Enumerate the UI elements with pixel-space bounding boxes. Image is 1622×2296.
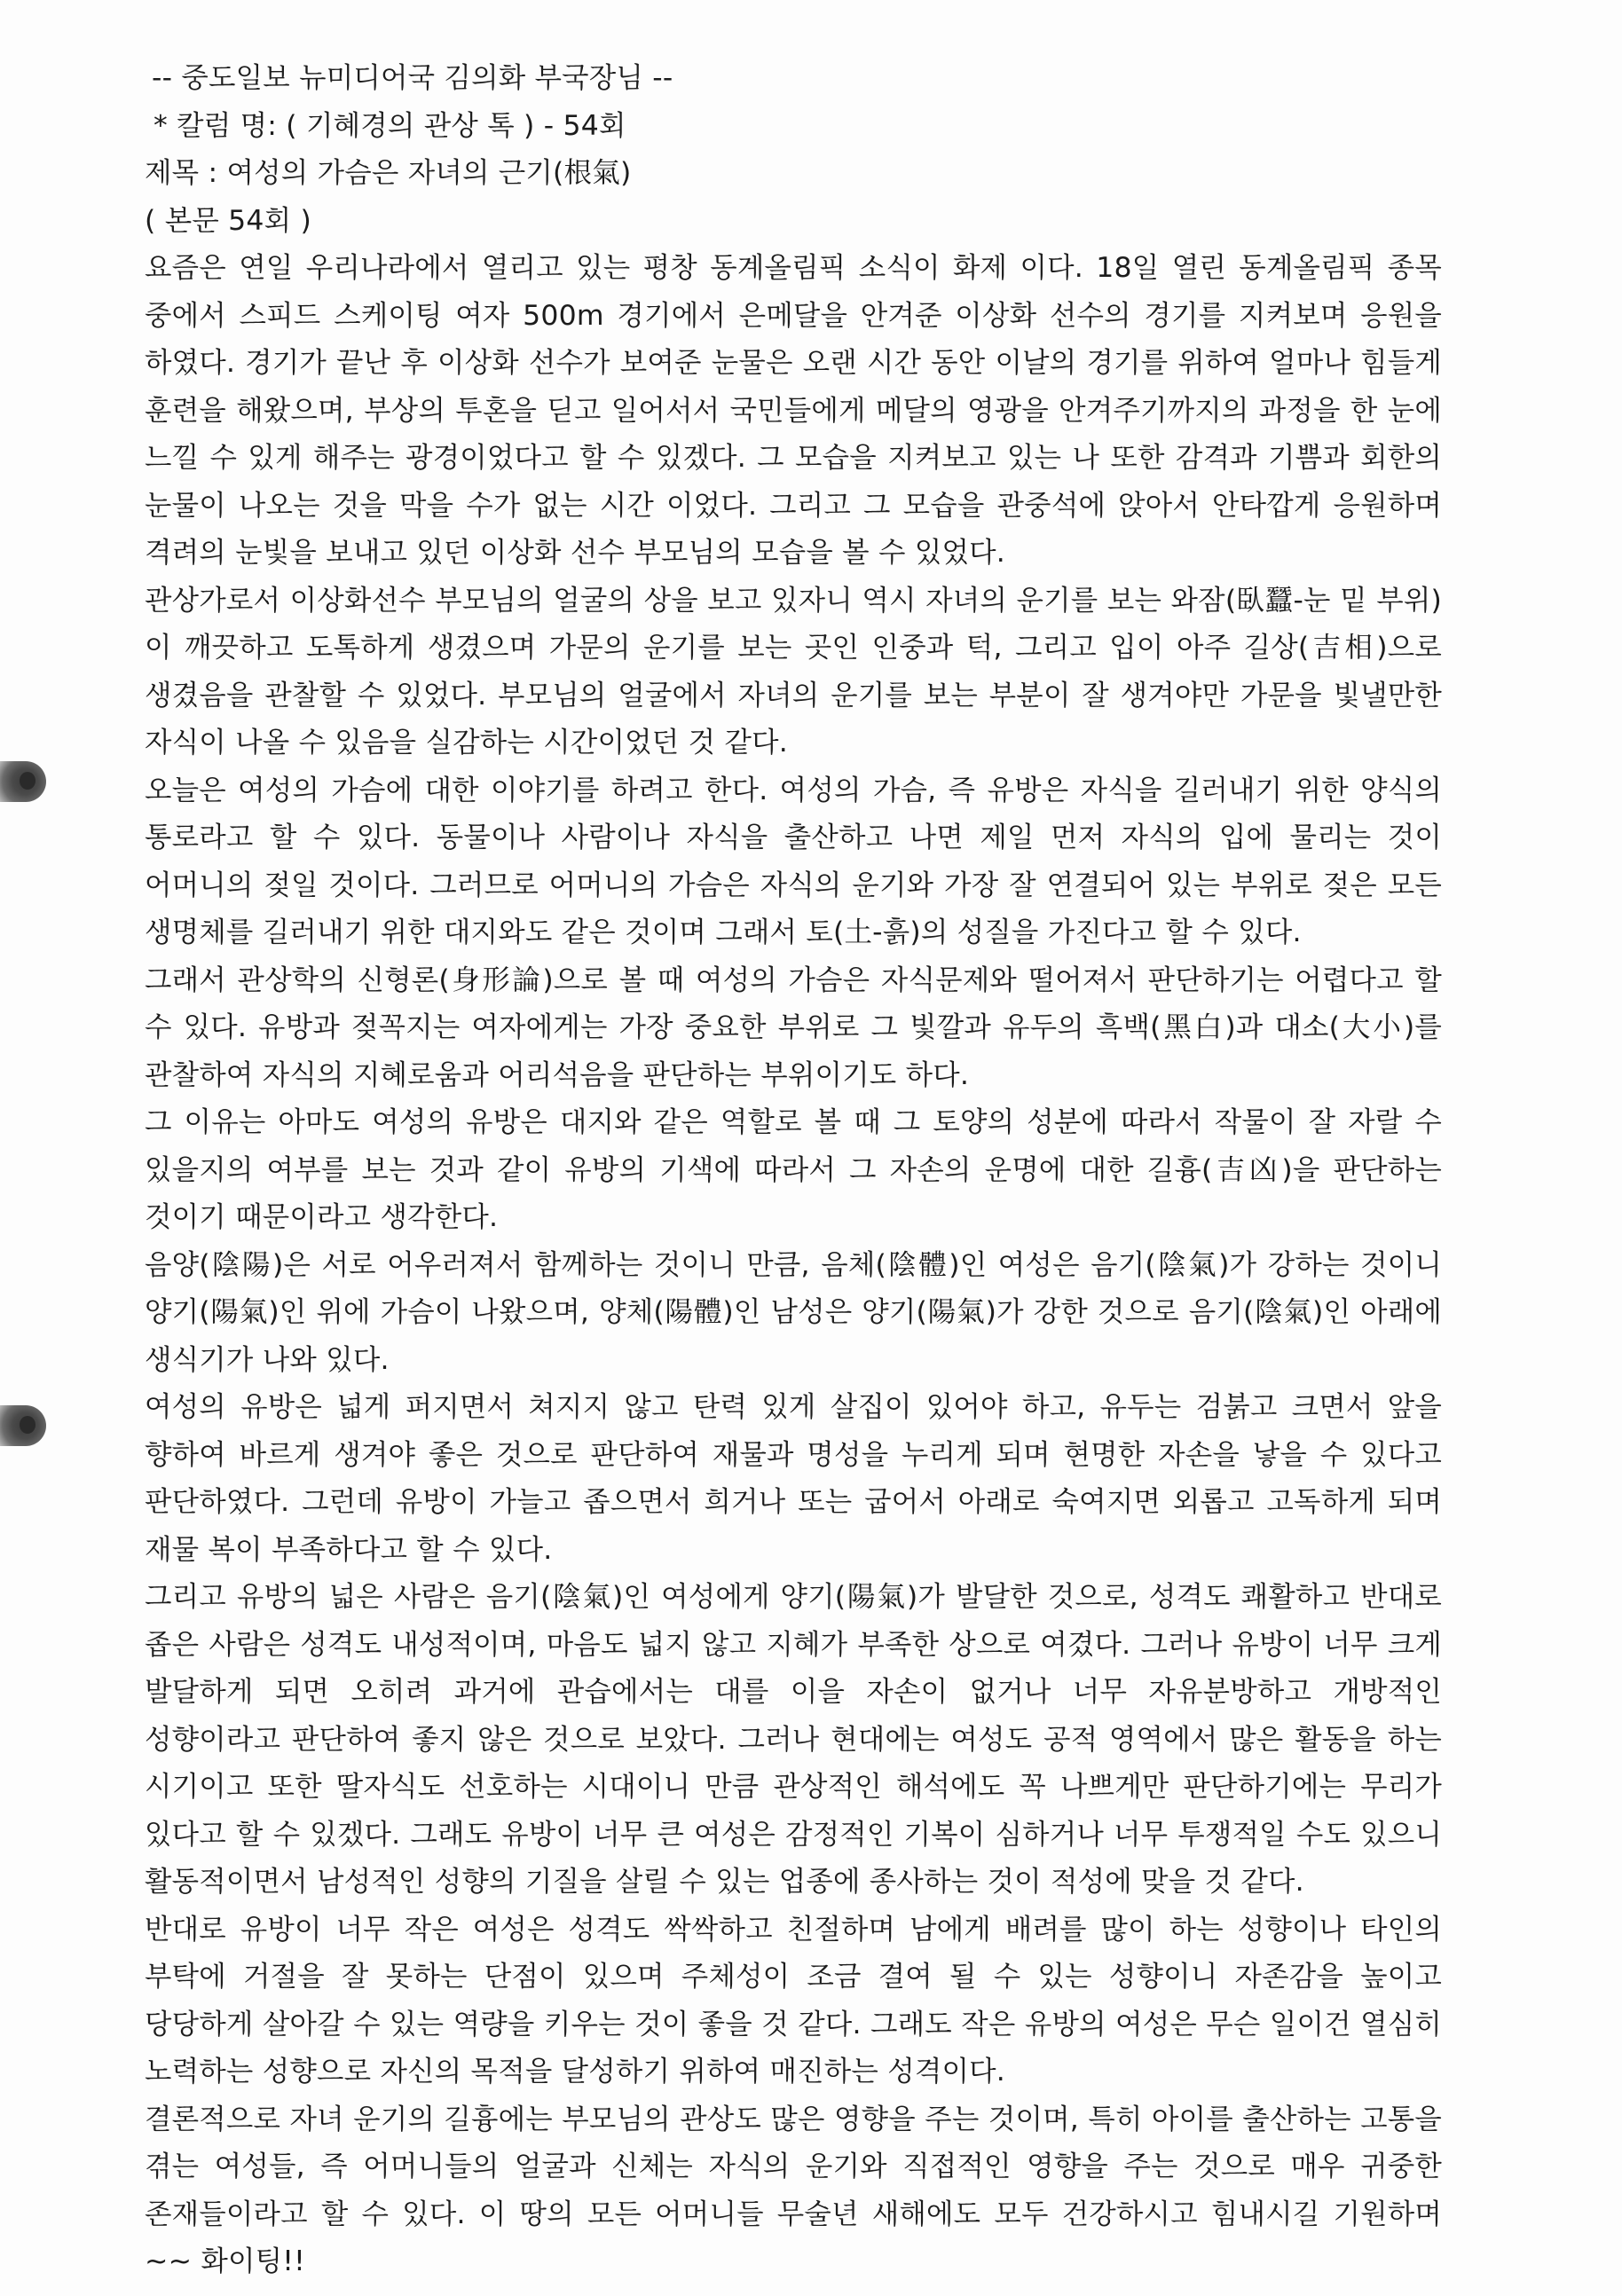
- section-label: ( 본문 54회 ): [145, 204, 311, 237]
- article-title: 제목 : 여성의 가슴은 자녀의 근기(根氣): [145, 157, 632, 189]
- paragraph-6: 음양(陰陽)은 서로 어우러져서 함께하는 것이니 만큼, 음체(陰體)인 여성은 음기(陰氣)가 강하는 것이니 양기(陽氣)인 위에 가슴이 나왔으며, 양체(陽體)인 남성은 양기(陽氣)가 강한 것으로 음기(陰氣)인 아래에 생식기가 나와 있다.: [145, 1248, 1442, 1376]
- paragraph-5: 그 이유는 아마도 여성의 유방은 대지와 같은 역할로 볼 때 그 토양의 성분에 따라서 작물이 잘 자랄 수 있을지의 여부를 보는 것과 같이 유방의 기색에 따라서 그 자손의 운명에 대한 길흉(吉凶)을 판단하는 것이기 때문이라고 생각한다.: [145, 1106, 1442, 1233]
- paragraph-9: 반대로 유방이 너무 작은 여성은 성격도 싹싹하고 친절하며 남에게 배려를 많이 하는 성향이나 타인의 부탁에 거절을 잘 못하는 단점이 있으며 주체성이 조금 결여 될 수 있는 성향이니 자존감을 높이고 당당하게 살아갈 수 있는 역량을 키우는 것이 좋을 것 같다. 그래도 작은 유방의 여성은 무슨 일이건 열심히 노력하는 성향으로 자신의 목적을 달성하기 위하여 매진하는 성격이다.: [145, 1913, 1442, 2088]
- document-content: [145, 55, 1442, 2286]
- paragraph-8: 그리고 유방의 넓은 사람은 음기(陰氣)인 여성에게 양기(陽氣)가 발달한 것으로, 성격도 쾌활하고 반대로 좁은 사람은 성격도 내성적이며, 마음도 넓지 않고 지혜가 부족한 상으로 여겼다. 그러나 유방이 너무 크게 발달하게 되면 오히려 과거에 관습에서는 대를 이을 자손이 없거나 너무 자유분방하고 개방적인 성향이라고 판단하여 좋지 않은 것으로 보았다. 그러나 현대에는 여성도 공적 영역에서 많은 활동을 하는 시기이고 또한 딸자식도 선호하는 시대이니 만큼 관상적인 해석에도 꼭 나쁘게만 판단하기에는 무리가 있다고 할 수 있겠다. 그래도 유방이 너무 큰 여성은 감정적인 기복이 심하거나 너무 투쟁적일 수도 있으니 활동적이면서 남성적인 성향의 기질을 살릴 수 있는 업종에 종사하는 것이 적성에 맞을 것 같다.: [145, 1581, 1442, 1898]
- binder-ring-bottom: [0, 1405, 46, 1446]
- byline: -- 중도일보 뉴미디어국 김의화 부국장님 --: [152, 62, 673, 94]
- binder-ring-top: [0, 761, 46, 802]
- paragraph-1: 요즘은 연일 우리나라에서 열리고 있는 평창 동계올림픽 소식이 화제 이다. 18일 열린 동계올림픽 종목 중에서 스피드 스케이팅 여자 500m 경기에서 은메달을 안겨준 이상화 선수의 경기를 지켜보며 응원을 하였다. 경기가 끝난 후 이상화 선수가 보여준 눈물은 오랜 시간 동안 이날의 경기를 위하여 얼마나 힘들게 훈련을 해왔으며, 부상의 투혼을 딛고 일어서서 국민들에게 메달의 영광을 안겨주기까지의 과정을 한 눈에 느낄 수 있게 해주는 광경이었다고 할 수 있겠다. 그 모습을 지켜보고 있는 나 또한 감격과 기쁨과 회한의 눈물이 나오는 것을 막을 수가 없는 시간 이었다. 그리고 그 모습을 관중석에 앉아서 안타깝게 응원하며 격려의 눈빛을 보내고 있던 이상화 선수 부모님의 모습을 볼 수 있었다.: [145, 252, 1442, 569]
- paragraph-4: 그래서 관상학의 신형론(身形論)으로 볼 때 여성의 가슴은 자식문제와 떨어져서 판단하기는 어렵다고 할 수 있다. 유방과 젖꼭지는 여자에게는 가장 중요한 부위로 그 빛깔과 유두의 흑백(黑白)과 대소(大小)를 관찰하여 자식의 지혜로움과 어리석음을 판단하는 부위이기도 하다.: [145, 963, 1442, 1091]
- paragraph-7: 여성의 유방은 넓게 퍼지면서 쳐지지 않고 탄력 있게 살집이 있어야 하고, 유두는 검붉고 크면서 앞을 향하여 바르게 생겨야 좋은 것으로 판단하여 재물과 명성을 누리게 되며 현명한 자손을 낳을 수 있다고 판단하였다. 그런데 유방이 가늘고 좁으면서 희거나 또는 굽어서 아래로 숙여지면 외롭고 고독하게 되며 재물 복이 부족하다고 할 수 있다.: [145, 1391, 1442, 1566]
- column-name: * 칼럼 명: ( 기혜경의 관상 톡 ) - 54회: [154, 109, 626, 142]
- paragraph-10: 결론적으로 자녀 운기의 길흉에는 부모님의 관상도 많은 영향을 주는 것이며, 특히 아이를 출산하는 고통을 겪는 여성들, 즉 어머니들의 얼굴과 신체는 자식의 운기와 직접적인 영향을 주는 것으로 매우 귀중한 존재들이라고 할 수 있다. 이 땅의 모든 어머니들 무술년 새해에도 모두 건강하시고 힘내시길 기원하며 ~~ 화이팅!!: [145, 2103, 1442, 2277]
- paragraph-3: 오늘은 여성의 가슴에 대한 이야기를 하려고 한다. 여성의 가슴, 즉 유방은 자식을 길러내기 위한 양식의 통로라고 할 수 있다. 동물이나 사람이나 자식을 출산하고 나면 제일 먼저 자식의 입에 물리는 것이 어머니의 젖일 것이다. 그러므로 어머니의 가슴은 자식의 운기와 가장 잘 연결되어 있는 부위로 젖은 모든 생명체를 길러내기 위한 대지와도 같은 것이며 그래서 토(土-흙)의 성질을 가진다고 할 수 있다.: [145, 774, 1442, 948]
- paragraph-2: 관상가로서 이상화선수 부모님의 얼굴의 상을 보고 있자니 역시 자녀의 운기를 보는 와잠(臥蠶-눈 밑 부위)이 깨끗하고 도톡하게 생겼으며 가문의 운기를 보는 곳인 인중과 턱, 그리고 입이 아주 길상(吉相)으로 생겼음을 관찰할 수 있었다. 부모님의 얼굴에서 자녀의 운기를 보는 부분이 잘 생겨야만 가문을 빛낼만한 자식이 나올 수 있음을 실감하는 시간이었던 것 같다.: [145, 584, 1442, 759]
